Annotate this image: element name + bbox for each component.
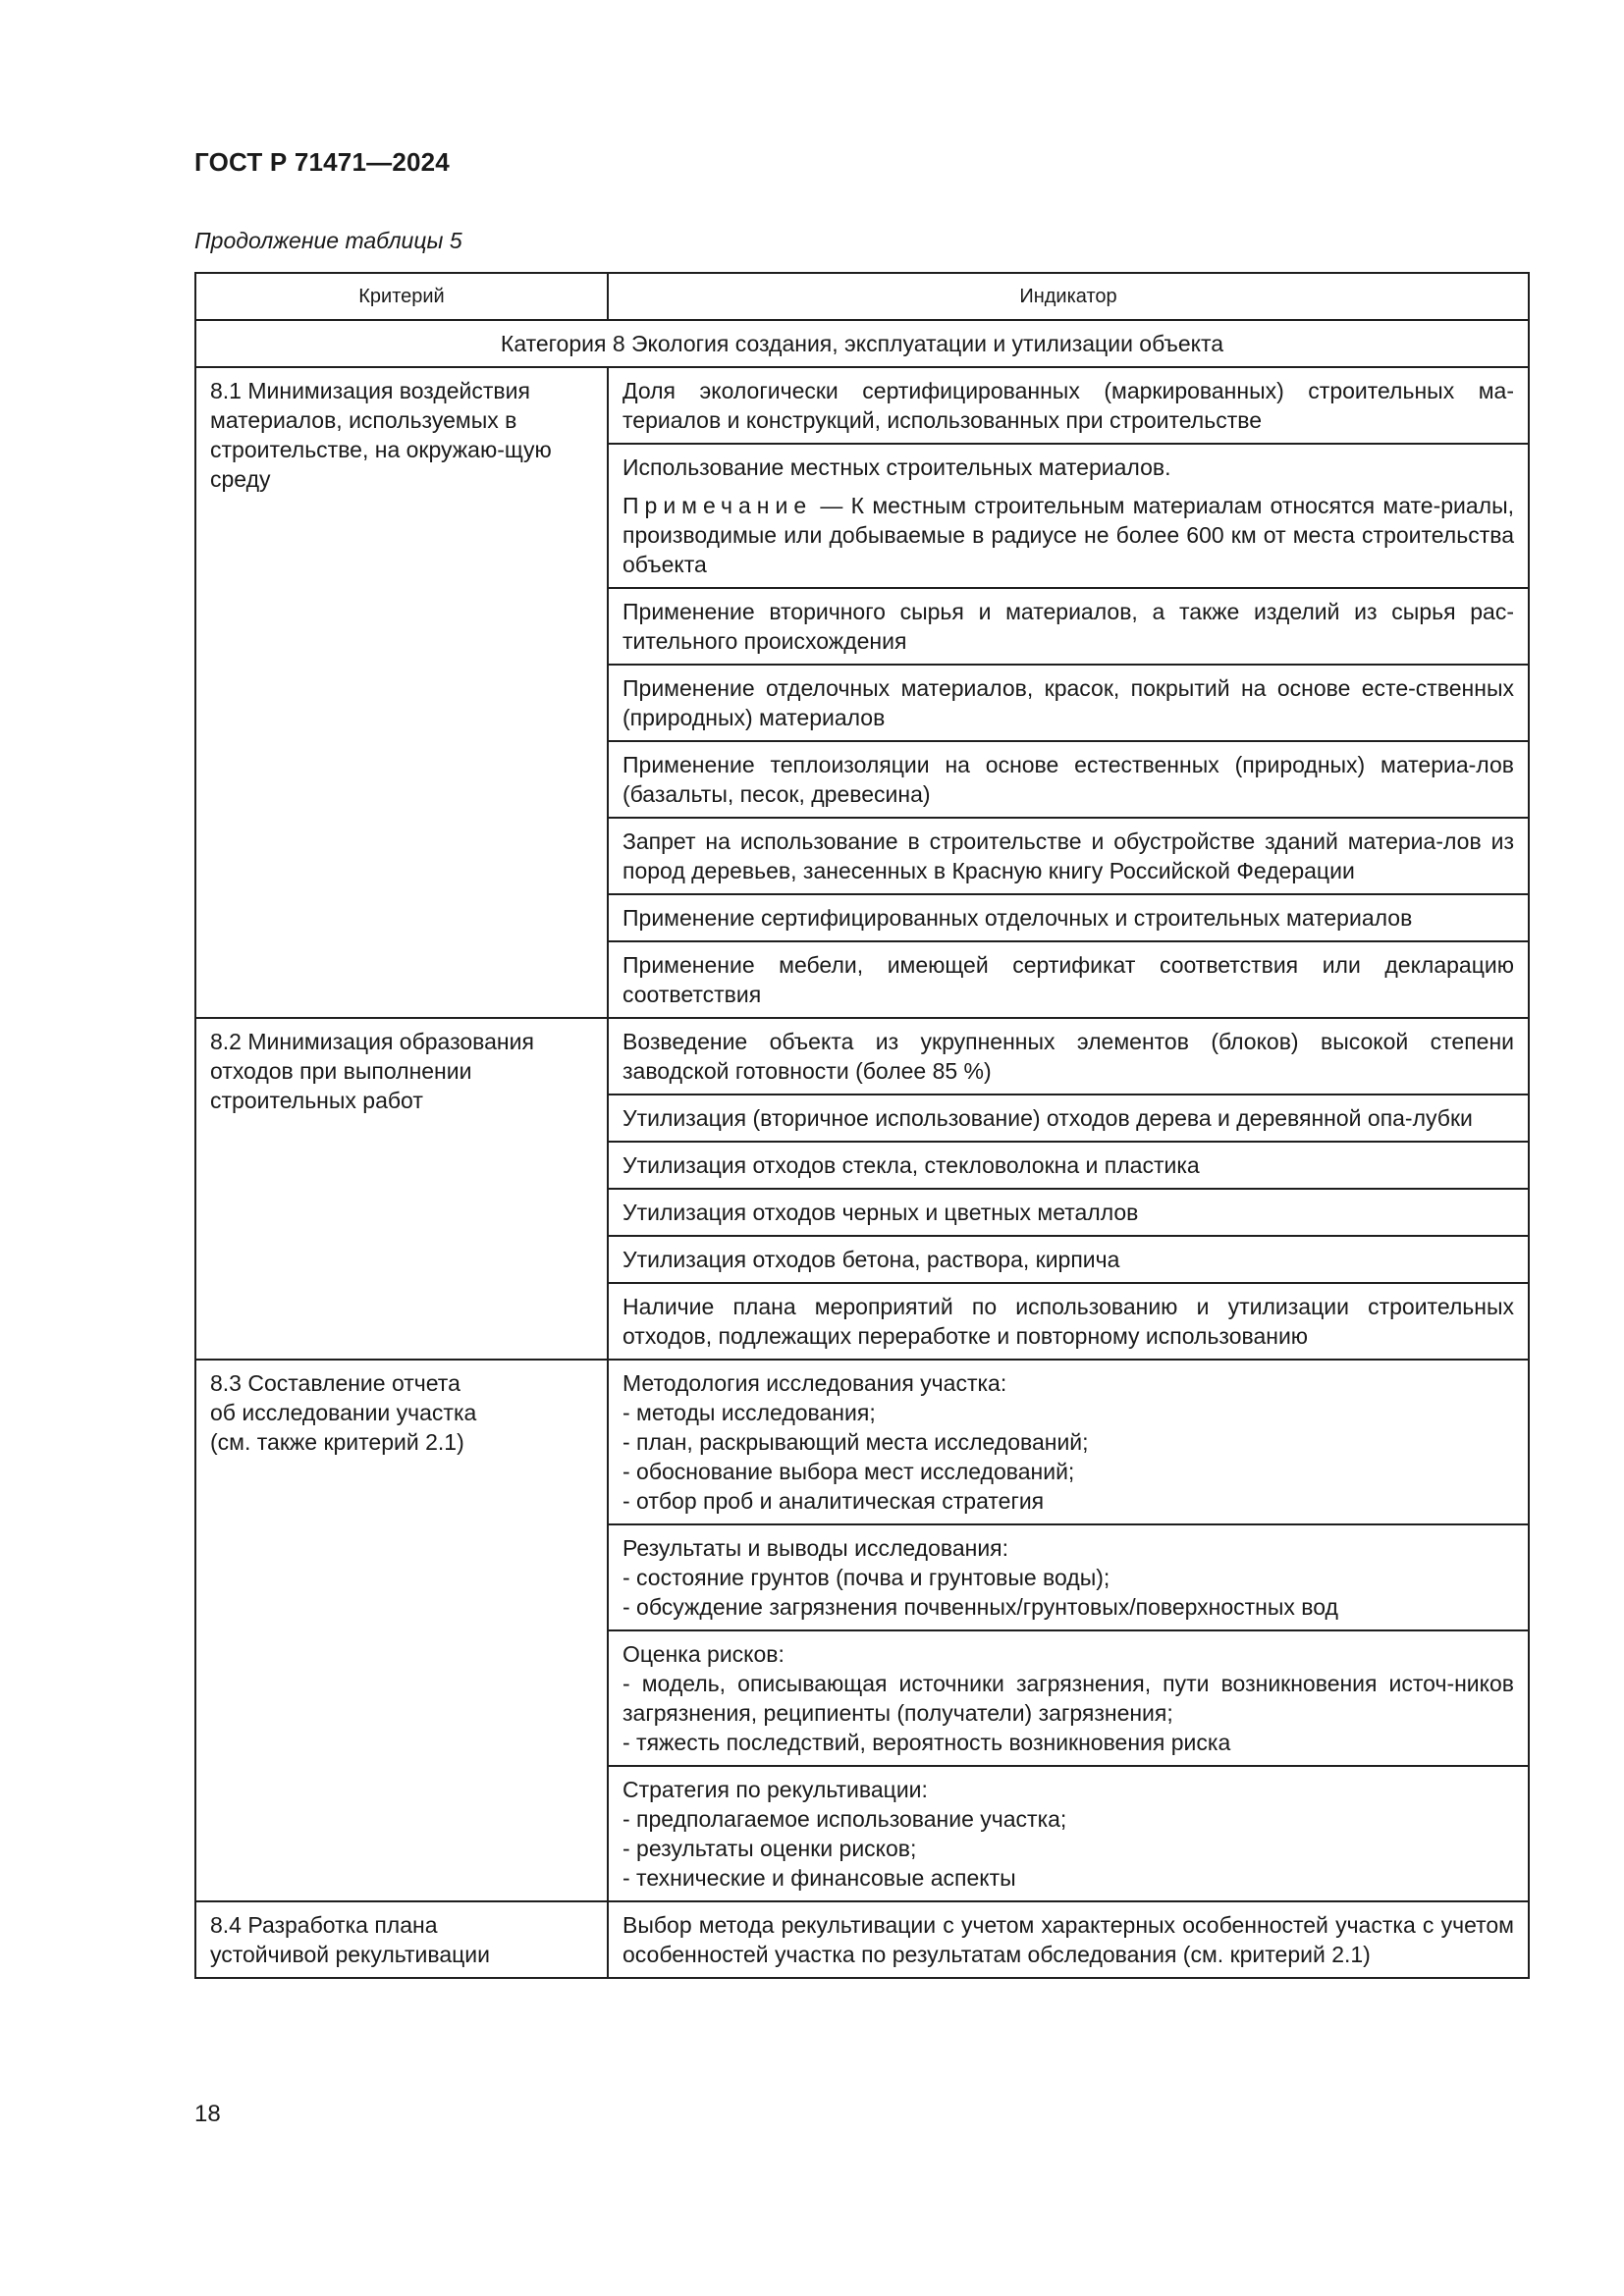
document-id: ГОСТ Р 71471—2024 [194,147,450,177]
indicator-cell: Наличие плана мероприятий по использованию и утилизации строительных отходов, подлежащих переработке и повторному использованию [608,1283,1529,1360]
indicator-cell: Утилизация (вторичное использование) отходов дерева и деревянной опа-лубки [608,1095,1529,1142]
list-item: - обоснование выбора мест исследований; [623,1459,1075,1484]
criteria-table [194,272,1530,1979]
indicator-cell [608,444,1529,588]
indicator-cell: Применение сертифицированных отделочных и строительных материалов [608,894,1529,941]
page-number: 18 [194,2101,221,2127]
criterion-line: устойчивой рекультивации [210,1942,490,1967]
criterion-line: 8.3 Составление отчета [210,1370,460,1396]
criterion-8-4 [195,1901,608,1978]
indicator-cell: Утилизация отходов стекла, стекловолокна и пластика [608,1142,1529,1189]
category-title: Категория 8 Экология создания, эксплуатации и утилизации объекта [195,320,1529,367]
indicator-cell: Утилизация отходов черных и цветных металлов [608,1189,1529,1236]
indicator-cell: Запрет на использование в строительстве и обустройстве зданий материа-лов из пород деревьев, занесенных в Красную книгу Российской Федерации [608,818,1529,894]
list-item: - результаты оценки рисков; [623,1836,917,1861]
list-item: - отбор проб и аналитическая стратегия [623,1488,1045,1514]
block-title: Результаты и выводы исследования: [623,1535,1009,1561]
table-row [195,367,1529,444]
list-item: - модель, описывающая источники загрязнения, пути возникновения источ-ников загрязнения, реципиенты (получатели) загрязнения; [623,1671,1514,1726]
list-item: - предполагаемое использование участка; [623,1806,1067,1832]
table-header-row [195,273,1529,320]
list-item: - тяжесть последствий, вероятность возникновения риска [623,1730,1231,1755]
criterion-line: об исследовании участка [210,1400,477,1425]
indicator-cell: Доля экологически сертифицированных (маркированных) строительных ма-териалов и конструкций, использованных при строительстве [608,367,1529,444]
table-caption: Продолжение таблицы 5 [194,228,462,253]
indicator-cell [608,1524,1529,1630]
column-header-criterion: Критерий [195,273,608,320]
indicator-cell: Применение отделочных материалов, красок, покрытий на основе есте-ственных (природных) материалов [608,665,1529,741]
indicator-cell: Выбор метода рекультивации с учетом характерных особенностей участка с учетом особенностей участка по результатам обследования (см. критерий 2.1) [608,1901,1529,1978]
list-item: - технические и финансовые аспекты [623,1865,1016,1891]
criterion-8-3 [195,1360,608,1901]
note-text: — К местным строительным материалам относятся мате-риалы, производимые или добываемые в радиусе не более 600 км от места строительства объекта [623,493,1514,577]
note-label: Примечание [623,493,813,518]
criterion-8-2: 8.2 Минимизация образования отходов при выполнении строительных работ [195,1018,608,1360]
indicator-text: Использование местных строительных материалов. [623,454,1171,480]
table-row [195,1018,1529,1095]
block-title: Оценка рисков: [623,1641,785,1667]
indicator-cell [608,1360,1529,1524]
table-row [195,1360,1529,1524]
indicator-cell: Применение мебели, имеющей сертификат соответствия или декларацию соответствия [608,941,1529,1018]
indicator-cell [608,1630,1529,1766]
block-title: Стратегия по рекультивации: [623,1777,928,1802]
criterion-line: 8.4 Разработка плана [210,1912,438,1938]
indicator-cell [608,1766,1529,1901]
indicator-note [623,491,1514,579]
criterion-line: (см. также критерий 2.1) [210,1429,464,1455]
list-item: - состояние грунтов (почва и грунтовые воды); [623,1565,1110,1590]
criterion-8-1: 8.1 Минимизация воздействия материалов, используемых в строительстве, на окружаю-щую среду [195,367,608,1018]
indicator-cell: Возведение объекта из укрупненных элементов (блоков) высокой степени заводской готовности (более 85 %) [608,1018,1529,1095]
indicator-cell: Применение теплоизоляции на основе естественных (природных) материа-лов (базальты, песок, древесина) [608,741,1529,818]
list-item: - обсуждение загрязнения почвенных/грунтовых/поверхностных вод [623,1594,1338,1620]
list-item: - методы исследования; [623,1400,876,1425]
category-row [195,320,1529,367]
table-row [195,1901,1529,1978]
indicator-cell: Утилизация отходов бетона, раствора, кирпича [608,1236,1529,1283]
block-title: Методология исследования участка: [623,1370,1007,1396]
indicator-cell: Применение вторичного сырья и материалов, а также изделий из сырья рас-тительного происхождения [608,588,1529,665]
list-item: - план, раскрывающий места исследований; [623,1429,1089,1455]
column-header-indicator: Индикатор [608,273,1529,320]
